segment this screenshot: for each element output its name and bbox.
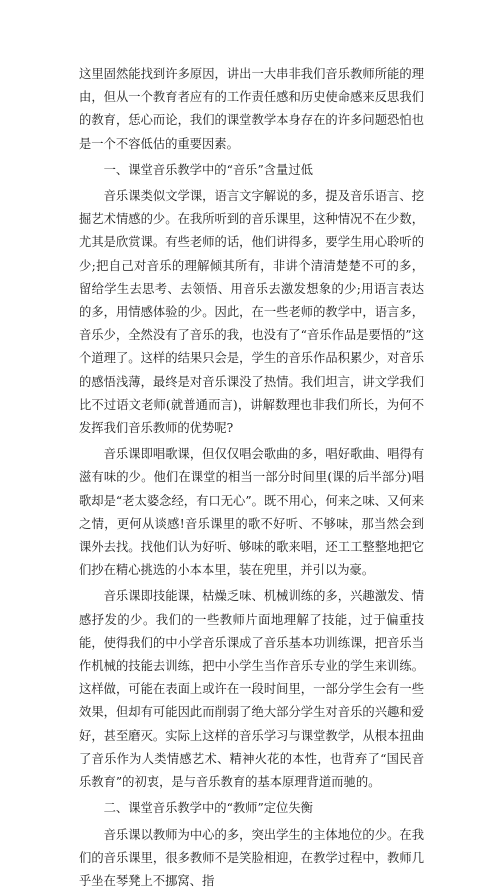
paragraph-intro: 这里固然能找到许多原因，讲出一大串非我们音乐教师所能的理由，但从一个教育者应有的工作责任感和历史使命感来反思我们的教育，恁心而论，我们的课堂教学本身存在的许多问题恐怕也是一个不容低估的重要因素。 [79,63,424,156]
paragraph-singing-class: 音乐课即唱歌课，但仅仅唱会歌曲的多，唱好歌曲、唱得有滋有味的少。他们在课堂的相当一部分时间里(课的后半部分)唱歌却是“老太婆念经，有口无心”。既不用心，何来之味、又何来之情，更何从谈感!音乐课里的歌不好听、不够味，那当然会到课外去找。找他们认为好听、够味的歌来唱，还工工整整地把它们抄在精心挑选的小本本里，装在兜里，并引以为豪。 [79,443,424,582]
article-body [79,63,424,893]
section-heading-2: 二、课堂音乐教学中的“教师”定位失衡 [79,797,424,820]
paragraph-skills-class: 音乐课即技能课，枯燥乏味、机械训练的多，兴趣激发、情感抒发的少。我们的一些教师片面地理解了技能，过于偏重技能，使得我们的中小学音乐课成了音乐基本功训练课，把音乐当作机械的技能去训练，把中小学生当作音乐专业的学生来训练。这样做，可能在表面上或许在一段时间里，一部分学生会有一些效果，但却有可能因此而削弱了绝大部分学生对音乐的兴趣和爱好，甚至磨灭。实际上这样的音乐学习与课堂教学，从根本扭曲了音乐作为人类情感艺术、精神火花的本性，也背弃了“国民音乐教育”的初衷，是与音乐教育的基本原理背道而驰的。 [79,585,424,794]
paragraph-literature-comparison: 音乐课类似文学课，语言文字解说的多，提及音乐语言、挖掘艺术情感的少。在我所听到的音乐课里，这种情况不在少数，尤其是欣赏课。有些老师的话，他们讲得多，要学生用心聆听的少;把自己对音乐的理解倾其所有，非讲个清清楚楚不可的多，留给学生去思考、去领悟、用音乐去激发想象的少;用语言表达的多，用情感体验的少。因此，在一些老师的教学中，语言多，音乐少，全然没有了音乐的我，也没有了“音乐作品是要悟的”这个道理了。这样的结果只会是，学生的音乐作品积累少，对音乐的感悟浅薄，最终是对音乐课没了热情。我们坦言，讲文学我们比不过语文老师(就普通而言)，讲解数理也非我们所长，为何不发挥我们音乐教师的优势呢? [79,185,424,440]
paragraph-teacher-centered: 音乐课以教师为中心的多，突出学生的主体地位的少。在我们的音乐课里，很多教师不是笑脸相迎，在教学过程中，教师几乎坐在琴凳上不挪窝、指 [79,824,424,893]
section-heading-1: 一、课堂音乐教学中的“音乐”含量过低 [79,159,424,182]
